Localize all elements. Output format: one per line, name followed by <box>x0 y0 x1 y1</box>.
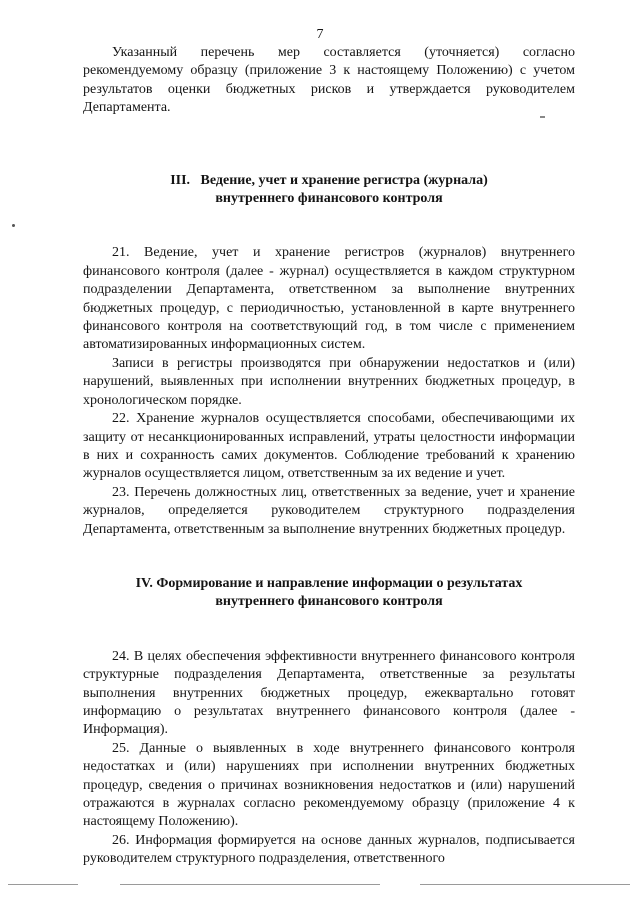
scan-dot-mark <box>12 224 15 227</box>
paragraph-21: 21. Ведение, учет и хранение регистров (журналов) внутреннего финансового контроля (далее - журнал) осуществляется в каждом структурном подразделении Департамента, ответственном за выполнение внутренних бюджетных процедур, с периодичностью, установленной в карте внутреннего финансового контроля на соответствующий год, в том числе с применением автоматизированных информационных систем. <box>83 245 575 353</box>
section-heading-iv-line-1: IV. Формирование и направление информации о результатах <box>135 575 523 591</box>
section-heading-iii <box>83 172 575 209</box>
paragraph-risk-measures: Указанный перечень мер составляется (уточняется) согласно рекомендуемому образцу (приложение 3 к настоящему Положению) с учетом результатов оценки бюджетных рисков и утверждается руководителем Департамента. <box>83 45 575 116</box>
scan-tick-mark <box>540 116 545 118</box>
scan-edge-line-mid <box>120 884 380 885</box>
section-heading-iii-line-2: внутреннего финансового контроля <box>215 191 443 207</box>
section-heading-iv <box>83 575 575 612</box>
page-number: 7 <box>316 27 324 42</box>
paragraph-24: 24. В целях обеспечения эффективности внутреннего финансового контроля структурные подразделения Департамента, ответственные за результаты выполнения внутренних бюджетных процедур, ежеквартально готовят информацию о результатах внутреннего финансового контроля (далее - Информация). <box>83 648 575 738</box>
document-body <box>83 44 575 869</box>
section-heading-iv-line-2: внутреннего финансового контроля <box>215 594 443 610</box>
section-heading-iii-line-1: III. Ведение, учет и хранение регистра (журнала) <box>170 172 488 188</box>
scan-edge-line-right <box>420 884 630 885</box>
paragraph-26: 26. Информация формируется на основе данных журналов, подписывается руководителем структурного подразделения, ответственного <box>83 832 575 867</box>
paragraph-25: 25. Данные о выявленных в ходе внутреннего финансового контроля недостатках и (или) нарушениях при исполнении внутренних бюджетных процедур, сведения о причинах возникновения недостатков и (или) нарушений отражаются в журналах согласно рекомендуемому образцу (приложение 4 к настоящему Положению). <box>83 740 575 830</box>
paragraph-22: 22. Хранение журналов осуществляется способами, обеспечивающими их защиту от несанкционированных исправлений, утраты целостности информации в них и сохранность самих документов. Соблюдение требований к хранению журналов осуществляется лицом, ответственным за их ведение и учет. <box>83 411 575 482</box>
scan-edge-line-left <box>8 884 78 885</box>
paragraph-23: 23. Перечень должностных лиц, ответственных за ведение, учет и хранение журналов, определяется руководителем структурного подразделения Департамента, ответственным за выполнение внутренних бюджетных процедур. <box>83 484 575 537</box>
paragraph-registry-entries: Записи в регистры производятся при обнаружении недостатков и (или) нарушений, выявленных при исполнении внутренних бюджетных процедур, в хронологическом порядке. <box>83 355 575 408</box>
